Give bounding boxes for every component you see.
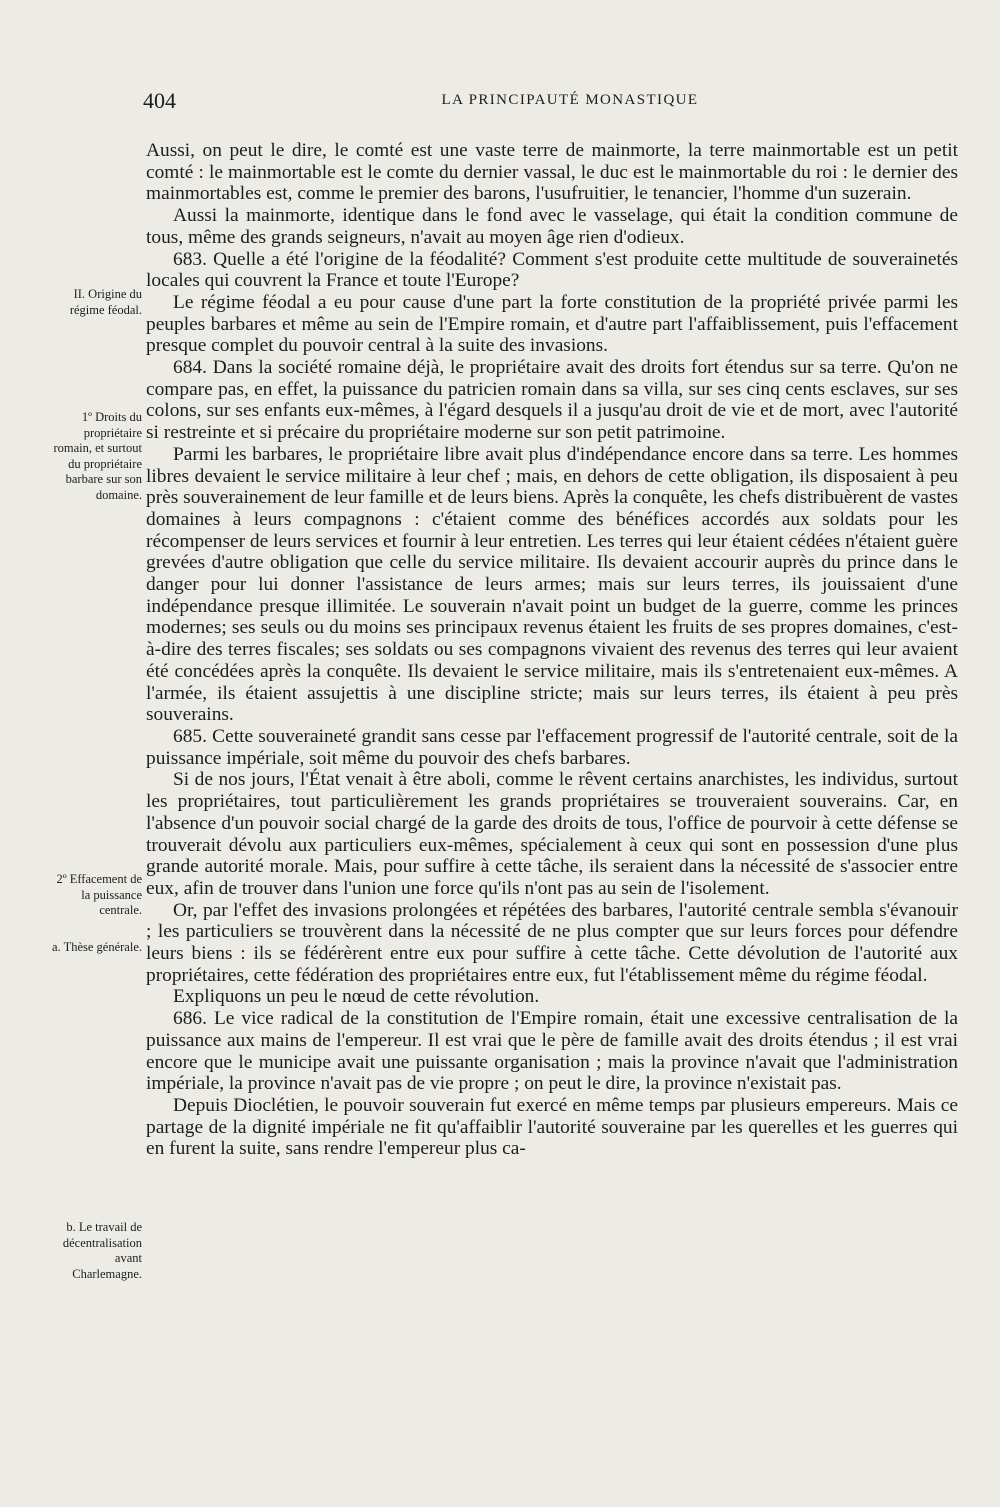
page-number: 404 bbox=[143, 88, 176, 113]
margin-note-effacement: 2º Effacement de la puissance centrale. bbox=[56, 872, 142, 917]
margin-note-droits: 1º Droits du propriétaire romain, et surtout du propriétaire barbare sur son domaine. bbox=[53, 410, 142, 502]
paragraph-683: 683. Quelle a été l'origine de la féodalité? Comment s'est produite cette multitude de souverainetés locales qui couvrent la France et toute l'Europe? bbox=[146, 248, 958, 292]
paragraph: Aussi, on peut le dire, le comté est une vaste terre de mainmorte, la terre mainmortable est un petit comté : le mainmortable est le comte du dernier vassal, le duc est le mainmortable du roi : le dernier des mainmortables est, comme le premier des barons, l'usufruitier, le tenancier, l'homme d'un suzerain. bbox=[146, 140, 958, 205]
margin-note-travail: b. Le travail de décentralisation avant Charlemagne. bbox=[62, 1220, 142, 1281]
running-head: LA PRINCIPAUTÉ MONASTIQUE bbox=[441, 92, 699, 108]
paragraph: Aussi la mainmorte, identique dans le fond avec le vasselage, qui était la condition commune de tous, même des grands seigneurs, n'avait au moyen âge rien d'odieux. bbox=[146, 205, 958, 248]
margin-note-origine: II. Origine du régime féodal. bbox=[69, 287, 142, 317]
paragraph: Si de nos jours, l'État venait à être aboli, comme le rêvent certains anarchistes, les individus, surtout les propriétaires, tout particulièrement les grands propriétaires se trouveraient souverains. Car, en l'absence d'un pouvoir social chargé de la garde des droits de tous, l'office de pourvoir à cette défense se trouverait dévolu aux particuliers eux-mêmes, spécialement à ceux qui sont en possession d'une plus grande autorité morale. Mais, pour suffire à cette tâche, ils seraient dans la nécessité de s'associer entre eux, afin de trouver dans l'union une force qu'ils n'ont pas au sein de l'isolement. bbox=[146, 769, 958, 899]
margin-note-these: a. Thèse générale. bbox=[52, 940, 142, 954]
paragraph: Parmi les barbares, le propriétaire libre avait plus d'indépendance encore dans sa terre. Les hommes libres devaient le service militaire à leur chef ; mais, en dehors de cette obligation, ils disposaient à peu près souverainement de leur famille et de leurs biens. Après la conquête, les chefs distribuèrent de vastes domaines à leurs compagnons : c'étaient comme des bénéfices accordés aux soldats pour les récompenser de leurs services et fournir à leur entretien. Les terres qui leur étaient cédées n'étaient guère grevées d'autre obligation que celle du service militaire. Ils devaient accourir auprès du prince dans le danger pour lui donner l'assistance de leurs armes; mais sur leurs terres, ils jouissaient d'une indépendance presque illimitée. Le souverain n'avait point un budget de la guerre, comme les princes modernes; ses seuls ou du moins ses principaux revenus étaient les fruits de ses propres domaines, c'est-à-dire des terres fiscales; ses soldats ou ses compagnons vivaient des revenus des terres qui leur avaient été concédées après la conquête. Ils devaient le service militaire, mais ils s'entretenaient eux-mêmes. A l'armée, ils étaient assujettis à une discipline stricte; mais sur leurs terres, ils étaient à peu près souverains. bbox=[146, 443, 958, 726]
paragraph: Le régime féodal a eu pour cause d'une part la forte constitution de la propriété privée parmi les peuples barbares et même au sein de l'Empire romain, et d'autre part l'affaiblissement, puis l'effacement presque complet du pouvoir central à la suite des invasions. bbox=[146, 291, 958, 357]
paragraph-685: 685. Cette souveraineté grandit sans cesse par l'effacement progressif de l'autorité centrale, soit de la puissance impériale, soit même du pouvoir des chefs barbares. bbox=[146, 725, 958, 769]
paragraph: Expliquons un peu le nœud de cette révolution. bbox=[173, 986, 540, 1008]
main-text bbox=[146, 140, 958, 1160]
paragraph-684: 684. Dans la société romaine déjà, le propriétaire avait des droits fort étendus sur sa terre. Qu'on ne compare pas, en effet, la puissance du patricien romain dans sa villa, sur ses cinq cents esclaves, sur ses colons, sur ses enfants eux-mêmes, à l'égard desquels il a jusqu'au droit de vie et de mort, avec l'autorité si restreinte et si précaire du propriétaire moderne sur son petit patrimoine. bbox=[146, 357, 958, 444]
paragraph: Or, par l'effet des invasions prolongées et répétées des barbares, l'autorité centrale sembla s'évanouir ; les particuliers se trouvèrent dans la nécessité de ne plus compter que sur leurs forces pour défendre leurs biens : ils se fédérèrent entre eux pour suffire à cette tâche. Cette dévolution de l'autorité aux propriétaires, cette fédération des propriétaires entre eux, fut l'établissement même du régime féodal. bbox=[146, 899, 958, 986]
paragraph-686: 686. Le vice radical de la constitution de l'Empire romain, était une excessive centralisation de la puissance aux mains de l'empereur. Il est vrai que le père de famille avait des droits étendus ; il est vrai encore que le municipe avait une puissante organisation ; mais la province n'avait que l'administration impériale, la province n'avait pas de vie propre ; on peut le dire, la province n'existait pas. bbox=[146, 1008, 958, 1095]
paragraph: Depuis Dioclétien, le pouvoir souverain fut exercé en même temps par plusieurs empereurs. Mais ce partage de la dignité impériale ne fit qu'affaiblir l'autorité souveraine par les querelles et les guerres qui en furent la suite, sans rendre l'empereur plus ca- bbox=[146, 1094, 958, 1160]
